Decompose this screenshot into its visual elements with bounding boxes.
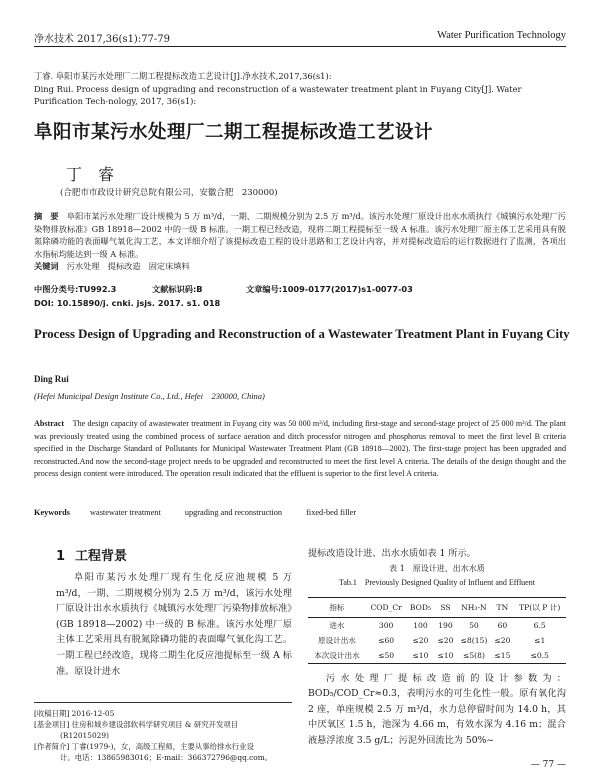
table-cell: ≤15: [491, 648, 513, 664]
table-cell: 300: [378, 621, 394, 630]
keyword-cn: 固定床填料: [148, 261, 190, 272]
abstract-en-label: Abstract: [34, 419, 65, 428]
table-cell: ≤60: [378, 636, 395, 645]
author-bio: [作者简介] 丁睿(1979-)，女，高级工程师，主要从事给排水行业设: [34, 742, 254, 751]
table-caption-en: Tab.1 Previously Designed Quality of Influent and Effluent: [339, 578, 535, 587]
table-cell: ≤10: [406, 648, 434, 664]
body-text-right: [308, 671, 566, 748]
table-header-cell: BOD₅: [406, 598, 434, 618]
citation-en: Ding Rui. Process design of upgrading and reconstruction of a wastewater treatment plant in Fuyang City[J]. Water Purification Tech-nology, 2017, 36(s1):: [34, 83, 522, 106]
table-header-cell: NH₃-N: [456, 598, 491, 618]
keyword-en: upgrading and reconstruction: [184, 508, 283, 517]
keywords-cn-label: 关键词: [34, 261, 59, 272]
keyword-cn: 提标改造: [107, 261, 141, 272]
table-cell: 原设计出水: [317, 636, 356, 645]
abstract-cn-label: 摘 要: [34, 211, 59, 221]
keyword-cn: 污水处理: [66, 261, 100, 272]
table-header-cell: COD_Cr: [366, 598, 407, 618]
author-cn: 丁 睿: [66, 165, 115, 184]
table-cell: ≤8(15): [460, 636, 488, 645]
table-row: [308, 618, 566, 634]
table-cell: 50: [469, 621, 479, 630]
section-number: 1: [56, 549, 66, 564]
table-cell: ≤20: [494, 636, 511, 645]
citation-cn: 丁睿. 阜阳市某污水处理厂二期工程提标改造工艺设计[J].净水技术,2017,36(s1):: [34, 71, 332, 81]
fund-project-number: (R12015029): [60, 731, 109, 740]
journal-name-en: Water Purification Technology: [437, 30, 566, 41]
keywords-en-label: Keywords: [34, 508, 70, 517]
table-header-cell: SS: [435, 598, 457, 618]
paper-title-en: Process Design of Upgrading and Reconstruction of a Wastewater Treatment Plant in Fuyang City: [34, 327, 570, 341]
keywords-cn: [34, 260, 566, 273]
table-cell: ≤1: [534, 636, 546, 645]
abstract-en-text: The design capacity of awastewater treatment in Fuyang city was 50 000 m³/d, including first-stage and second-stage project of 25 000 m³/d. The plant was previously treated using the combined process of surface aeration and ditch processfor nitrogen and phosphorus removal to meet the first level B criteria specified in the Discharge Standard of Pollutants for Municipal Wastewater Treatment Plant (GB 18918—2002). The first-stage project has been upgraded and reconstructed.And now the second-stage project needs to be upgraded and reconstructed to meet the first level A criteria. The details of the design thought and the process design content were introduced. The operation result indicated that the effluent is superior to the first level A criteria.: [34, 419, 566, 479]
received-date: [收稿日期] 2016-12-05: [34, 709, 115, 718]
table-cell: ≤50: [366, 648, 407, 664]
affiliation-cn: (合肥市市政设计研究总院有限公司，安徽合肥 230000): [60, 188, 278, 198]
abstract-en: [34, 418, 566, 481]
clc-number: 中图分类号:TU992.3: [34, 284, 117, 294]
affiliation-en: (Hefei Municipal Design Institute Co., Ltd., Hefei 230000, China): [34, 391, 265, 401]
keyword-en: fixed-bed filler: [306, 508, 357, 517]
abstract-cn-text: 阜阳市某污水处理厂设计规模为 5 万 m³/d，一期、二期规模分别为 2.5 万 m³/d。该污水处理厂原设计出水水质执行《城镇污水处理厂污染物排放标准》GB 18918—2002 中的一级 B 标准。一期工程已经改造，现将二期工程提标至一级 A 标准。该污水处理厂原主体工艺采用具有脱氮除磷功能的表面曝气氧化沟工艺，本文详细介绍了该提标改造工程的设计思路和工艺设计内容，并对提标改造后的运行数据进行了监测，各项出水指标均能达到一级 A 标准。: [34, 211, 566, 259]
table-row: [308, 648, 566, 664]
table-cell: ≤20: [437, 636, 454, 645]
running-header: [34, 28, 566, 47]
footnote-block: [34, 702, 292, 763]
author-contact: 计。电话：13865983016；E-mail：366372796@qq.com。: [60, 753, 273, 762]
paragraph: 阜阳市某污水处理厂现有生化反应池规模 5 万 m³/d，一期、二期规模分别为 2.5 万 m³/d，该污水处理厂原设计出水水质执行《城镇污水处理厂污染物排放标准》(GB 18918—2002) 中一级的 B 标准。该污水处理厂原主体工艺采用具有脱氮除磷功能的表面曝气氧化沟工艺。一期工程已经改造，现将二期生化反应池提标至一级 A 标准。原设计进水: [56, 572, 292, 677]
table-header-cell: TP(以 P 计): [513, 598, 566, 618]
table-cell: 100: [413, 621, 428, 630]
citation-block: [34, 70, 566, 108]
table-header-cell: 指标: [308, 598, 366, 618]
body-text-right-top: 提标改造设计进、出水水质如表 1 所示。: [308, 548, 476, 559]
paragraph: 污水处理厂提标改造前的设计参数为：BOD₅/COD_Cr≈0.3，表明污水的可生化性一般。原有氧化沟 2 座，单座规模 2.5 万 m³/d，水力总停留时间为 14.0 h，其中厌氧区 1.5 h，池深为 4.66 m，有效水深为 4.16 m；混合液悬浮浓度 3.5 g/L；污泥外回流比为 50%~: [308, 673, 566, 746]
keyword-en: wastewater treatment: [90, 508, 161, 517]
table-cell: 进水: [329, 621, 345, 630]
water-quality-table: [308, 597, 566, 664]
table-cell: ≤5(8): [456, 648, 491, 664]
table-header-cell: TN: [491, 598, 513, 618]
table-cell: 6.5: [533, 621, 546, 630]
document-code: 文献标识码:B: [152, 284, 203, 294]
table-cell: 60: [497, 621, 508, 630]
table-cell: 190: [438, 621, 453, 630]
table-row: [308, 633, 566, 648]
table-caption-cn: 表 1 原设计进、出水水质: [389, 564, 485, 573]
fund-project: [基金项目] 住房和城乡建设部软科学研究项目 & 研究开发项目: [34, 720, 239, 729]
table-cell: 本次设计出水: [308, 648, 366, 664]
table-cell: ≤10: [435, 648, 457, 664]
article-number: 文章编号:1009-0177(2017)s1-0077-03: [246, 284, 413, 294]
section-title: 工程背景: [75, 549, 128, 564]
page-number: — 77 —: [530, 760, 566, 770]
table-cell: ≤0.5: [513, 648, 566, 664]
body-text-left: [56, 570, 292, 679]
journal-issue: 净水技术 2017,36(s1):77-79: [34, 34, 171, 45]
section-heading: [56, 545, 127, 564]
keywords-en: [34, 508, 378, 517]
abstract-cn: [34, 210, 566, 273]
doi: DOI: 10.15890/j. cnki. jsjs. 2017. s1. 018: [34, 298, 221, 308]
table-header-row: [308, 598, 566, 618]
author-en: Ding Rui: [34, 374, 69, 384]
paper-title-cn: 阜阳市某污水处理厂二期工程提标改造工艺设计: [34, 122, 434, 143]
table-cell: ≤20: [412, 636, 429, 645]
